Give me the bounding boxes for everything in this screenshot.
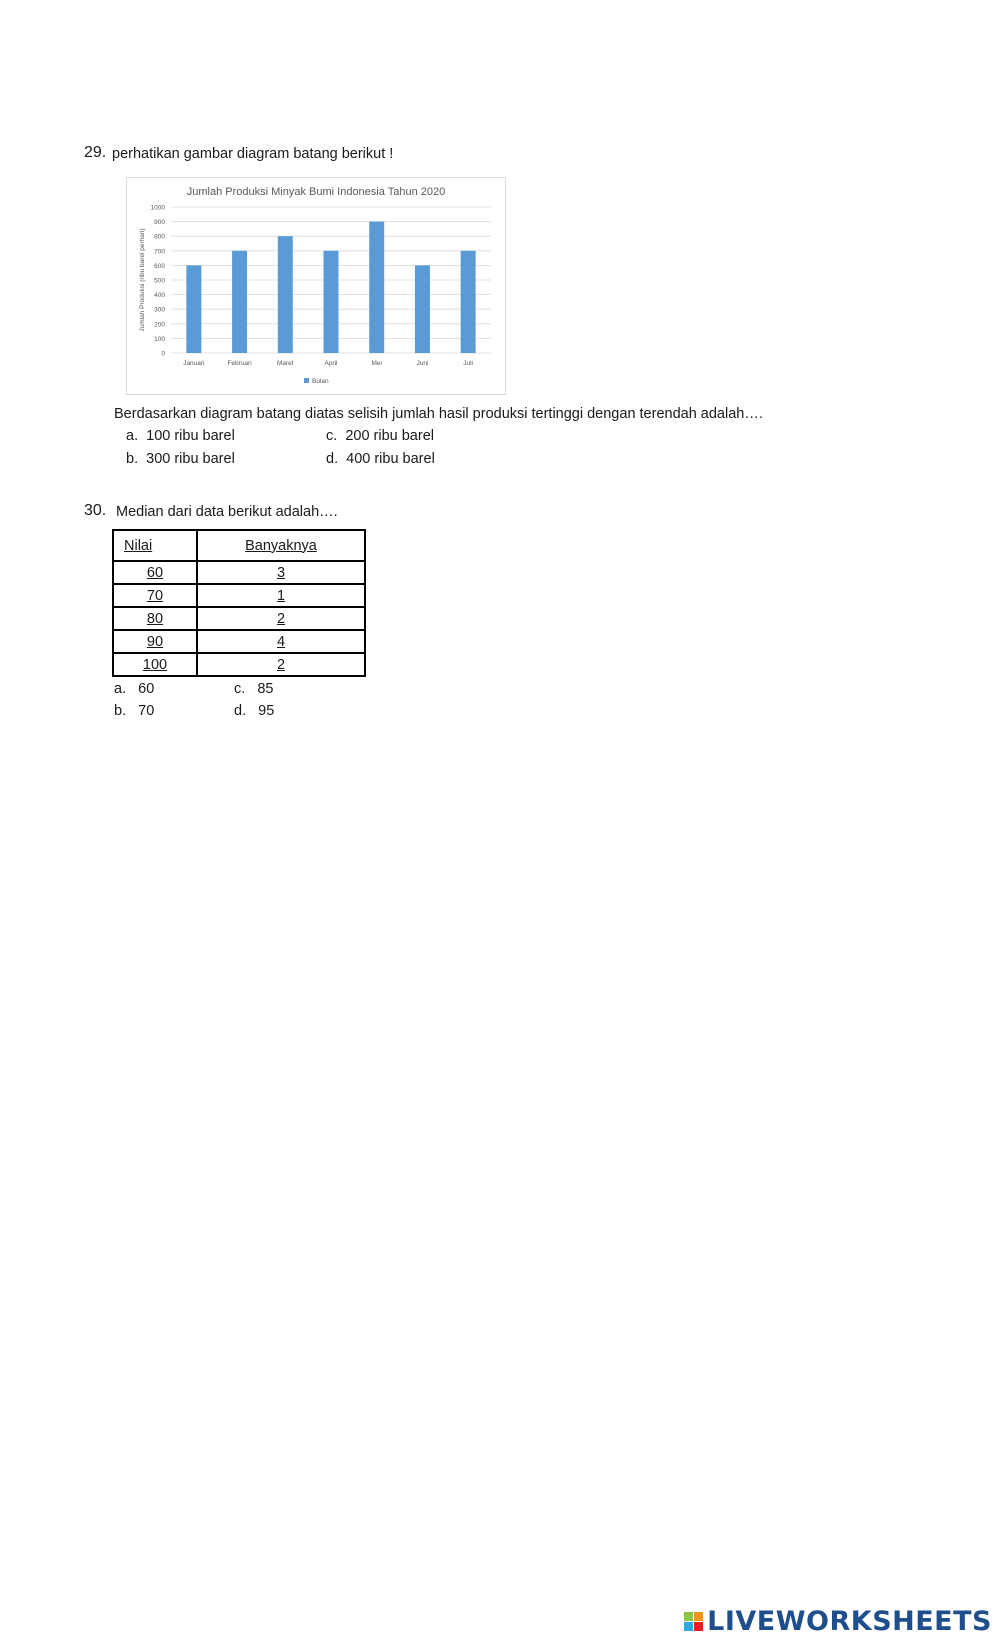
q30-option-d-text: 95 xyxy=(258,703,275,719)
chart-y-tick-label: 500 xyxy=(154,277,165,285)
question-29-number: 29. xyxy=(84,144,107,161)
chart-y-tick-label: 1000 xyxy=(150,204,165,212)
chart-y-tick-label: 100 xyxy=(154,335,165,343)
question-29-text: Berdasarkan diagram batang diatas selisih jumlah hasil produksi tertinggi dengan terendah adalah…. xyxy=(114,406,763,422)
logo-square-icon xyxy=(684,1612,693,1621)
chart-x-tick-label: Mei xyxy=(371,360,382,367)
question-30-text: Median dari data berikut adalah…. xyxy=(116,504,338,520)
chart-y-tick-label: 400 xyxy=(154,292,165,300)
q30-option-b[interactable] xyxy=(114,703,154,719)
q29-option-d[interactable] xyxy=(326,451,435,467)
chart-x-tick-label: Juni xyxy=(416,360,429,367)
table-cell-banyaknya: 1 xyxy=(197,584,365,607)
q29-option-a-letter: a. xyxy=(126,428,139,444)
chart-y-tick-label: 600 xyxy=(154,262,165,270)
table-cell-nilai: 70 xyxy=(113,584,197,607)
chart-y-tick-label: 200 xyxy=(154,321,165,329)
chart-bar xyxy=(324,251,339,353)
table-header-nilai: Nilai xyxy=(113,530,197,561)
liveworksheets-logo[interactable] xyxy=(684,1606,992,1637)
chart-y-axis-label: Jumlah Produksi (ribu barel perhari) xyxy=(139,228,146,332)
table-row xyxy=(113,561,365,584)
median-data-table xyxy=(112,529,366,677)
table-cell-banyaknya: 2 xyxy=(197,607,365,630)
chart-x-tick-label: April xyxy=(324,360,338,367)
q29-option-b-letter: b. xyxy=(126,451,139,467)
table-cell-nilai: 60 xyxy=(113,561,197,584)
table-cell-nilai: 90 xyxy=(113,630,197,653)
chart-x-tick-label: Maret xyxy=(276,360,294,367)
chart-y-tick-label: 900 xyxy=(154,219,165,227)
chart-y-tick-label: 0 xyxy=(161,350,165,358)
q29-option-d-text: 400 ribu barel xyxy=(346,451,435,467)
table-row xyxy=(113,607,365,630)
question-29-prompt: perhatikan gambar diagram batang berikut ! xyxy=(112,146,394,162)
table-cell-nilai: 100 xyxy=(113,653,197,676)
logo-square-icon xyxy=(694,1612,703,1621)
q29-option-c[interactable] xyxy=(326,428,434,444)
chart-bar xyxy=(232,251,247,353)
q29-option-b-text: 300 ribu barel xyxy=(146,451,235,467)
q30-option-b-text: 70 xyxy=(138,703,155,719)
table-header-banyaknya: Banyaknya xyxy=(197,530,365,561)
bar-chart xyxy=(126,177,506,395)
table-row xyxy=(113,584,365,607)
chart-x-tick-label: Juli xyxy=(463,360,474,367)
liveworksheets-logo-text: LIVEWORKSHEETS xyxy=(707,1606,992,1637)
q29-option-a[interactable] xyxy=(126,428,235,444)
logo-square-icon xyxy=(694,1622,703,1631)
chart-bar xyxy=(186,265,201,353)
bar-chart-svg xyxy=(127,178,505,394)
table-cell-nilai: 80 xyxy=(113,607,197,630)
liveworksheets-logo-icon xyxy=(684,1612,703,1631)
q30-option-a[interactable] xyxy=(114,681,154,697)
table-row xyxy=(113,630,365,653)
question-30-number: 30. xyxy=(84,502,107,519)
chart-bar xyxy=(461,251,476,353)
q30-option-c-letter: c. xyxy=(234,681,246,697)
chart-y-tick-label: 700 xyxy=(154,248,165,256)
chart-legend-swatch xyxy=(304,378,309,383)
chart-title: Jumlah Produksi Minyak Bumi Indonesia Tahun 2020 xyxy=(186,186,446,198)
q30-option-b-letter: b. xyxy=(114,703,127,719)
q29-option-d-letter: d. xyxy=(326,451,339,467)
chart-x-tick-label: Januari xyxy=(183,360,205,367)
q30-option-c[interactable] xyxy=(234,681,273,697)
logo-square-icon xyxy=(684,1622,693,1631)
chart-bar xyxy=(415,265,430,353)
chart-x-tick-label: Februari xyxy=(227,360,252,367)
q29-option-b[interactable] xyxy=(126,451,235,467)
q30-option-c-text: 85 xyxy=(257,681,274,697)
table-cell-banyaknya: 2 xyxy=(197,653,365,676)
q29-option-c-text: 200 ribu barel xyxy=(345,428,434,444)
chart-y-tick-label: 300 xyxy=(154,306,165,314)
q29-option-c-letter: c. xyxy=(326,428,338,444)
table-cell-banyaknya: 3 xyxy=(197,561,365,584)
q30-option-a-letter: a. xyxy=(114,681,127,697)
chart-bar xyxy=(278,236,293,353)
chart-legend-label: Bulan xyxy=(312,378,329,385)
table-header-row xyxy=(113,530,365,561)
q30-option-d[interactable] xyxy=(234,703,274,719)
chart-y-tick-label: 800 xyxy=(154,233,165,241)
q30-option-a-text: 60 xyxy=(138,681,155,697)
q30-option-d-letter: d. xyxy=(234,703,247,719)
table-row xyxy=(113,653,365,676)
table-cell-banyaknya: 4 xyxy=(197,630,365,653)
chart-bar xyxy=(369,222,384,353)
q29-option-a-text: 100 ribu barel xyxy=(146,428,235,444)
